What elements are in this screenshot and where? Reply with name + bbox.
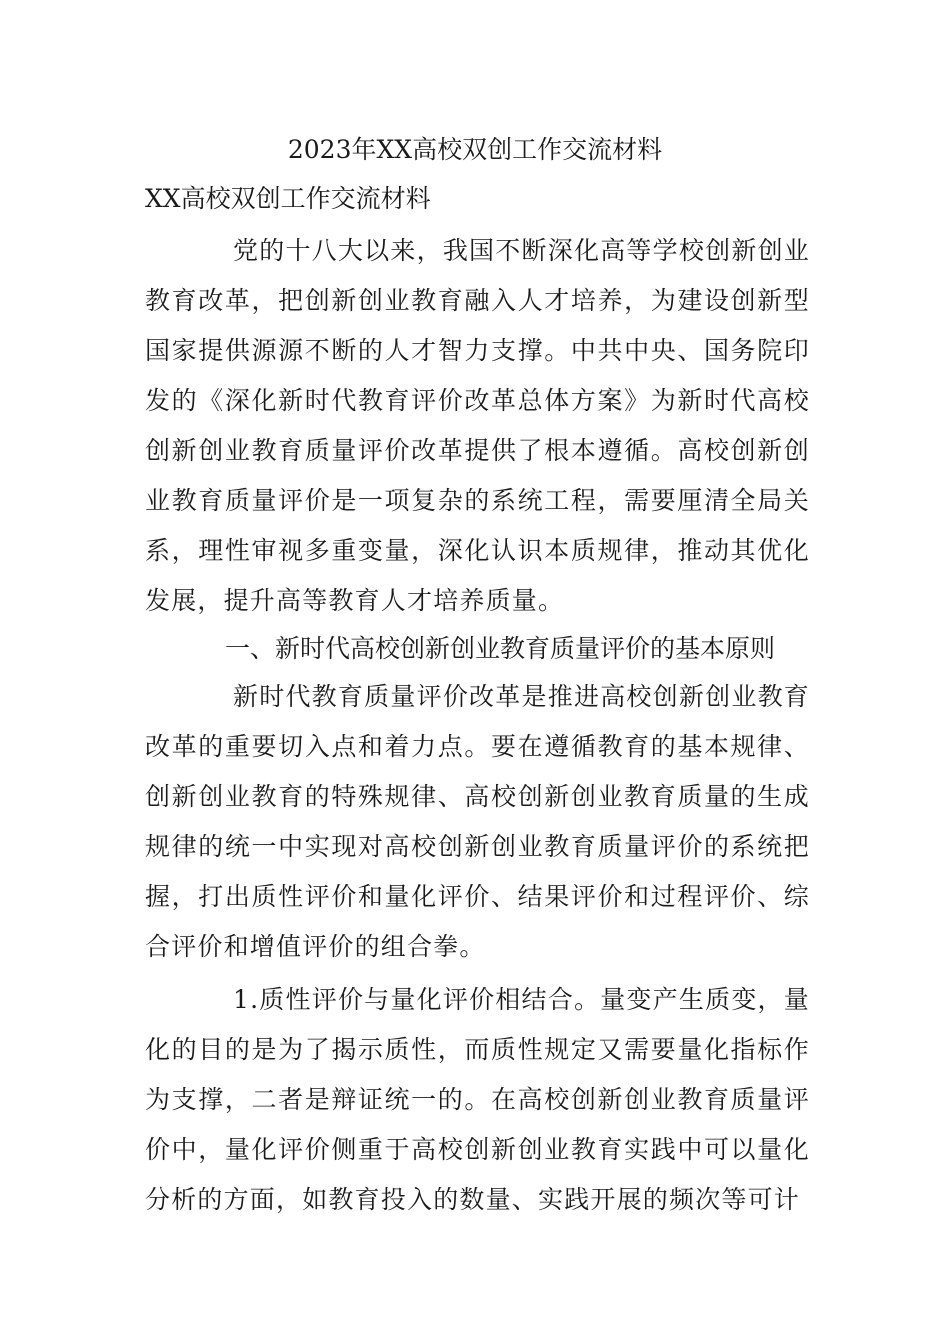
document-subtitle: XX高校双创工作交流材料: [145, 184, 431, 213]
section-paragraph: 新时代教育质量评价改革是推进高校创新创业教育改革的重要切入点和着力点。要在遵循教育的基本规律、创新创业教育的特殊规律、高校创新创业教育质量的生成规律的统一中实现对高校创新创业教育质量评价的系统把握，打出质性评价和量化评价、结果评价和过程评价、综合评价和增值评价的组合拳。: [145, 682, 810, 961]
point-1-paragraph: 1.质性评价与量化评价相结合。量变产生质变，量化的目的是为了揭示质性，而质性规定又需要量化指标作为支撑，二者是辩证统一的。在高校创新创业教育质量评价中，量化评价侧重于高校创新创业教育实践中可以量化分析的方面，如教育投入的数量、实践开展的频次等可计: [145, 985, 810, 1214]
section-heading: 一、新时代高校创新创业教育质量评价的基本原则: [225, 634, 776, 663]
document-title: 2023年XX高校双创工作交流材料: [287, 135, 663, 164]
intro-paragraph: 党的十八大以来，我国不断深化高等学校创新创业教育改革，把创新创业教育融入人才培养，为建设创新型国家提供源源不断的人才智力支撑。中共中央、国务院印发的《深化新时代教育评价改革总体方案》为新时代高校创新创业教育质量评价改革提供了根本遵循。高校创新创业教育质量评价是一项复杂的系统工程，需要厘清全局关系，理性审视多重变量，深化认识本质规律，推动其优化发展，提升高等教育人才培养质量。: [145, 236, 810, 615]
